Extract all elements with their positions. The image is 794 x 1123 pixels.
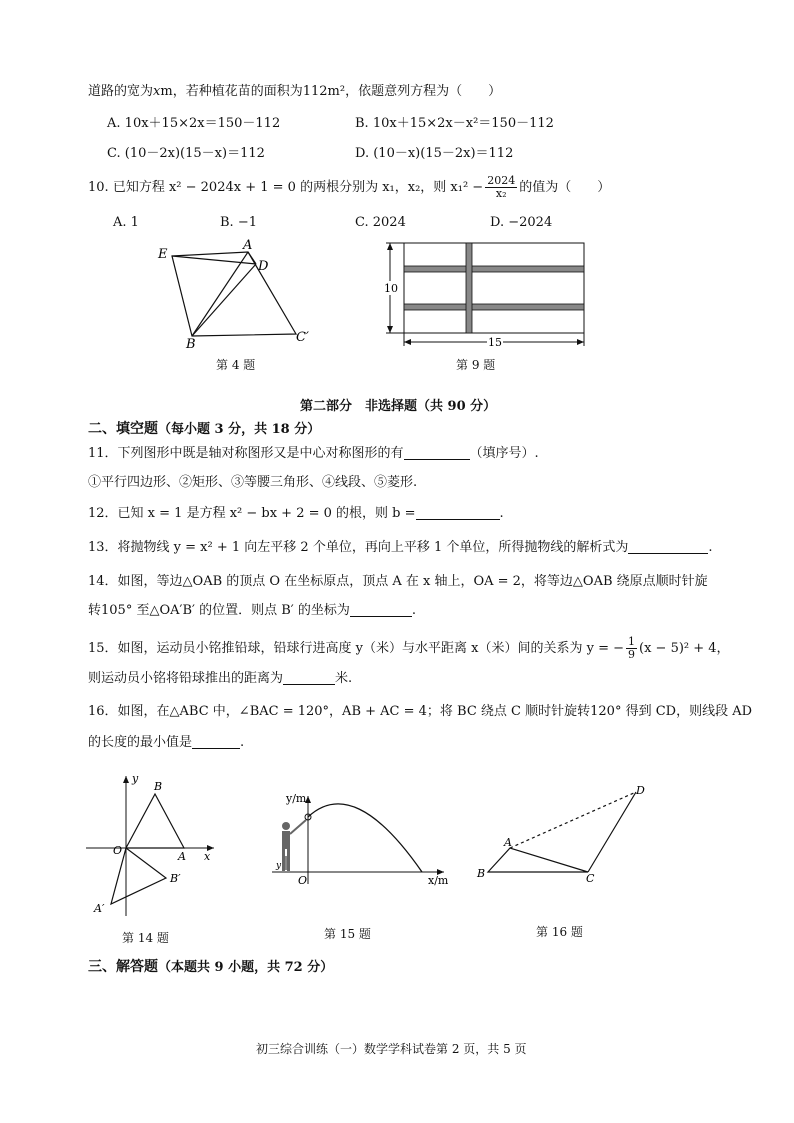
fig9-road-vertical [466,243,472,333]
fig16-label-b: B [477,867,486,880]
option-text: 10x＋15×2x＝150－112 [124,116,281,131]
q9-option-d [355,145,513,163]
q13-answer-blank[interactable] [628,539,708,554]
q16-answer-blank[interactable] [192,734,240,749]
q9-option-c [107,145,265,163]
fig9-road-horizontal-2 [404,304,584,310]
q9-area: 112m² [302,84,346,99]
fraction-numerator: 2024 [487,174,516,187]
fig9-caption: 第 9 题 [456,358,496,372]
q15-fraction [626,636,637,661]
fig4-label-e: E [158,247,168,262]
part2-title: 第二部分 非选择题（共 90 分） [300,399,497,414]
q10-stem [88,175,610,200]
q16-line1: 16．如图，在△ABC 中，∠BAC = 120°，AB + AC = 4；将 BC 绕点 C 顺时针旋转120° 得到 CD，则线段 AD [88,704,753,719]
figure-16 [474,780,654,885]
fig15-label-x: x/m [428,874,449,887]
fig9-field-rect [404,243,584,333]
fig14-label-x: x [204,850,211,863]
fig16-segment-cd [588,792,636,872]
fig15-caption: 第 15 题 [324,927,371,941]
fig16-segment-ad [510,792,636,848]
q9-stem-part-c: ，依题意列方程为（ ） [345,84,502,99]
option-text: (10－2x)(15－x)＝112 [124,146,265,161]
q14-stem: 转105° 至△OA′B′ 的位置．则点 B′ 的坐标为 [88,603,350,618]
q10-option-c [355,214,406,232]
fig15-trajectory [308,804,422,872]
option-label: D. [355,146,370,161]
q9-var: x [153,84,161,99]
fig15-label-o: O [298,874,308,887]
fig16-label-a: A [504,836,512,849]
q11-line2: ①平行四边形、②矩形、③等腰三角形、④线段、⑤菱形. [88,475,418,490]
q15-stem-part-a: 15．如图，运动员小铭推铅球，铅球行进高度 y（米）与水平距离 x（米）间的关系为 y = − [88,641,625,656]
q10-option-d [490,214,552,232]
option-text: 10x＋15×2x－x²＝150－112 [372,116,554,131]
fig4-segment-ad [248,252,256,264]
q13-line [88,539,713,557]
fig9-width-label: 15 [488,336,502,349]
fig15-label-y0: y [276,861,282,871]
fig14-label-b-prime: B′ [170,872,181,885]
q12-stem: 12．已知 x = 1 是方程 x² − bx + 2 = 0 的根，则 b = [88,506,416,521]
section2-title: 二、填空题 [88,421,158,437]
q9-option-b [355,115,554,133]
fig4-caption: 第 4 题 [216,358,256,372]
fraction-denominator: x₂ [495,187,507,200]
fig15-label-y: y/m [286,792,307,805]
fig4-label-b: B [186,337,196,350]
fig4-label-a: A [243,238,253,253]
fig4-segment-ed [172,256,256,264]
option-label: B. [355,116,369,131]
fig4-quad-outline [172,252,296,336]
q10-stem-part-b: 的值为（ ） [519,180,611,195]
q15-line2 [88,670,352,688]
q11-line1 [88,445,539,463]
q15-answer-blank[interactable] [283,670,335,685]
q12-line [88,505,504,523]
fig14-label-o: O [113,844,123,857]
fig14-label-b: B [154,780,163,793]
q11-stem-tail: （填序号）. [469,446,539,461]
option-label: C. [355,215,369,230]
fig9-height-label: 10 [384,282,398,295]
q15-stem: 则运动员小铭将铅球推出的距离为 [88,671,284,686]
section2-heading [88,420,320,439]
section3-heading [88,958,333,977]
fraction-denominator: 9 [628,648,636,661]
q11-stem: 11．下列图形中既是轴对称图形又是中心对称图形的有 [88,446,404,461]
fig16-triangle-abc [488,848,588,872]
page-footer: 初三综合训练（一）数学学科试卷第 2 页，共 5 页 [256,1042,527,1056]
fig4-segment-db [192,264,256,336]
fig16-caption: 第 16 题 [536,925,583,939]
q13-stem: 13．将抛物线 y = x² + 1 向左平移 2 个单位，再向上平移 1 个单位，所得抛物线的解析式为 [88,540,629,555]
option-text: −1 [237,215,257,230]
fig14-triangle-oab [126,794,184,848]
fig4-segment-ab [192,252,248,336]
q16-line2 [88,734,244,752]
option-text: 1 [130,215,139,230]
q11-answer-blank[interactable] [404,445,470,460]
q13-tail: . [708,540,713,555]
figure-9 [380,238,590,350]
option-label: D. [490,215,505,230]
fig4-label-d: D [258,259,269,274]
section3-title: 三、解答题 [88,959,158,975]
section2-note: （每小题 3 分，共 18 分） [158,422,321,437]
option-label: A. [107,116,121,131]
q15-stem-part-b: (x − 5)² + 4， [639,641,730,656]
q12-answer-blank[interactable] [416,505,500,520]
option-label: B. [220,215,234,230]
q10-fraction [485,175,517,200]
section3-note: （本题共 9 小题，共 72 分） [158,960,334,975]
fig9-arrow-right [577,339,584,345]
figure-14 [86,770,226,920]
fig14-caption: 第 14 题 [122,931,169,945]
q9-stem-part-a: 道路的宽为 [88,84,154,99]
q9-option-a [107,115,280,133]
option-text: 2024 [372,215,406,230]
fraction-numerator: 1 [628,635,636,648]
fig14-label-y: y [132,772,139,785]
option-text: (10－x)(15－2x)＝112 [373,146,514,161]
fig9-arrow-left [404,339,411,345]
q10-number: 10. [88,180,109,195]
fig16-label-d: D [636,784,645,797]
q12-tail: . [499,506,504,521]
q9-unit: m [160,84,173,99]
figure-4 [150,238,320,350]
q15-tail: 米. [335,671,353,686]
fig14-label-a-prime: A′ [94,902,105,915]
q10-option-a [113,214,139,232]
fig9-arrow-up [387,243,393,250]
q10-stem-part-a: 已知方程 x² − 2024x + 1 = 0 的两根分别为 x₁，x₂，则 x₁² − [112,180,484,195]
q16-tail: . [240,735,245,750]
q14-tail: . [411,603,416,618]
option-label: A. [113,215,127,230]
figure-15 [268,790,458,890]
q14-answer-blank[interactable] [350,602,412,617]
fig9-road-horizontal-1 [404,266,584,272]
fig14-label-a: A [178,850,186,863]
fig16-label-c: C [586,872,595,885]
option-label: C. [107,146,121,161]
q9-stem [88,83,501,101]
fig9-arrow-down [387,326,393,333]
q15-line1 [88,636,730,661]
q16-stem: 的长度的最小值是 [88,735,193,750]
fig4-label-c: C′ [296,330,309,345]
option-text: −2024 [508,215,553,230]
fig14-y-arrow [123,776,129,783]
q14-line2 [88,602,416,620]
q9-stem-part-b: ，若种植花苗的面积为 [172,84,303,99]
q10-option-b [220,214,257,232]
q14-line1: 14．如图，等边△OAB 的顶点 O 在坐标原点，顶点 A 在 x 轴上，OA = 2，将等边△OAB 绕原点顺时针旋 [88,574,708,589]
